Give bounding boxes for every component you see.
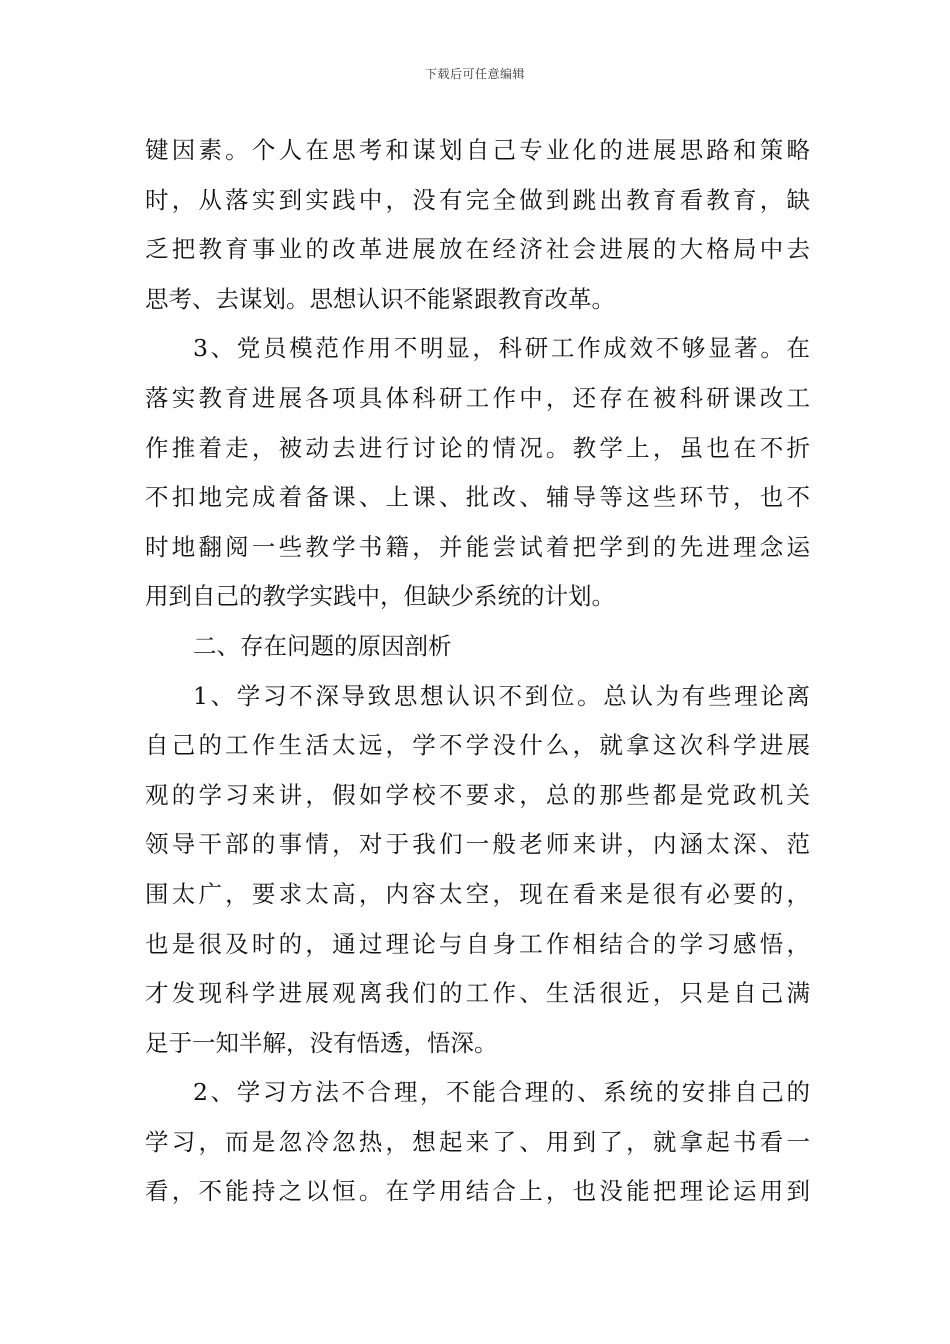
- paragraph: [145, 622, 810, 672]
- paragraph: [145, 324, 810, 622]
- text-line: 不扣地完成着备课、上课、批改、辅导等这些环节，也不: [145, 483, 810, 512]
- text-line: 自己的工作生活太远，学不学没什么，就拿这次科学进展: [145, 731, 810, 760]
- document-body: [145, 126, 810, 1217]
- text-line: 2、学习方法不合理，不能合理的、系统的安排自己的: [193, 1078, 810, 1107]
- text-line: 落实教育进展各项具体科研工作中，还存在被科研课改工: [145, 383, 810, 412]
- text-line: 思考、去谋划。思想认识不能紧跟教育改革。: [145, 284, 615, 313]
- text-line: 学习，而是忽冷忽热，想起来了、用到了，就拿起书看一: [145, 1127, 810, 1156]
- text-line: 足于一知半解，没有悟透，悟深。: [145, 1028, 498, 1057]
- text-line: 看，不能持之以恒。在学用结合上，也没能把理论运用到: [145, 1177, 810, 1206]
- text-line: 观的学习来讲，假如学校不要求，总的那些都是党政机关: [145, 780, 810, 809]
- text-line: 键因素。个人在思考和谋划自己专业化的进展思路和策略: [145, 136, 810, 164]
- paragraph: [145, 126, 810, 324]
- text-line: 作推着走，被动去进行讨论的情况。教学上，虽也在不折: [145, 433, 810, 462]
- text-line: 用到自己的教学实践中，但缺少系统的计划。: [145, 582, 615, 611]
- paragraph: [145, 1068, 810, 1217]
- text-line: 3、党员模范作用不明显，科研工作成效不够显著。在: [193, 334, 810, 363]
- text-line: 时，从落实到实践中，没有完全做到跳出教育看教育，缺: [145, 185, 810, 214]
- text-line: 也是很及时的，通过理论与自身工作相结合的学习感悟，: [145, 929, 810, 958]
- text-line: 1、学习不深导致思想认识不到位。总认为有些理论离: [193, 681, 810, 710]
- page-header: 下载后可任意编辑: [424, 67, 525, 81]
- text-line: 乏把教育事业的改革进展放在经济社会进展的大格局中去: [145, 235, 810, 264]
- text-line: 领导干部的事情，对于我们一般老师来讲，内涵太深、范: [145, 830, 810, 859]
- paragraph: [145, 672, 810, 1069]
- text-line: 围太广，要求太高，内容太空，现在看来是很有必要的，: [145, 879, 810, 908]
- text-line: 时地翻阅一些教学书籍，并能尝试着把学到的先进理念运: [145, 532, 810, 561]
- text-line: 二、存在问题的原因剖析: [193, 631, 452, 660]
- text-line: 才发现科学进展观离我们的工作、生活很近，只是自己满: [145, 979, 810, 1008]
